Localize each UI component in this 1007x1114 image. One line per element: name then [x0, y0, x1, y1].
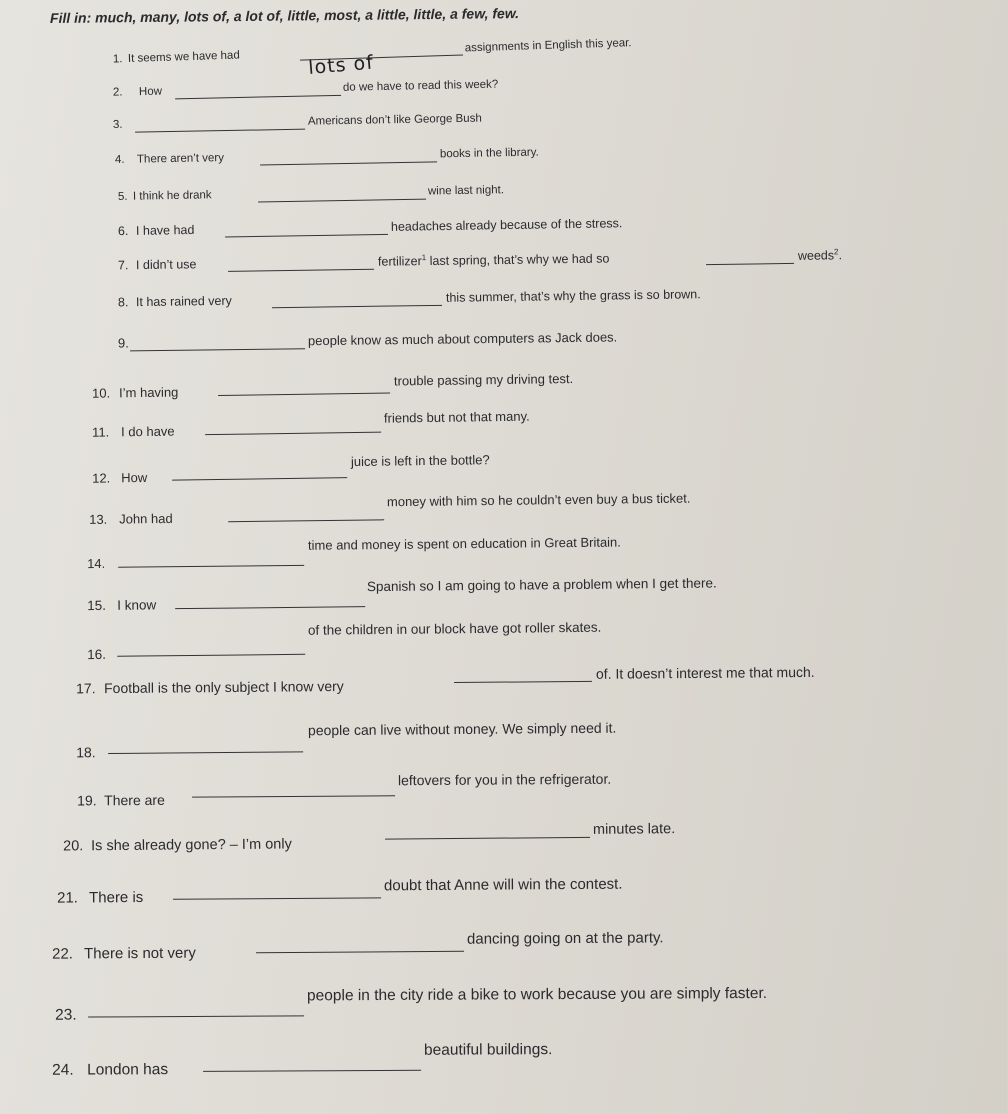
item-text-after: minutes late.: [592, 821, 676, 838]
item-text-after: trouble passing my driving test.: [393, 370, 574, 389]
answer-blank[interactable]: [218, 393, 390, 396]
item-text-after: doubt that Anne will win the contest.: [383, 875, 623, 895]
answer-blank[interactable]: [203, 1070, 421, 1072]
item-number: 9.: [117, 335, 129, 351]
item-text-after: juice is left in the bottle?: [350, 452, 490, 470]
item-number: 24.: [52, 1061, 74, 1079]
item-number: 23.: [55, 1006, 77, 1024]
item-text-before: I think he drank: [132, 189, 212, 203]
answer-blank[interactable]: [192, 795, 395, 797]
item-text-before: I didn’t use: [135, 257, 197, 273]
item-text-after: of the children in our block have got roller skates.: [307, 619, 602, 638]
exercise-row-6: [0, 206, 1007, 244]
answer-blank[interactable]: [454, 681, 592, 683]
item-number: 5.: [117, 190, 128, 203]
exercise-row-9: [0, 322, 1007, 356]
item-number: 13.: [89, 511, 108, 527]
fertilizer-word: fertilizer: [377, 254, 422, 269]
answer-blank[interactable]: [117, 654, 305, 657]
exercise-row-19: [0, 765, 1007, 809]
item-number: 3.: [112, 118, 123, 132]
answer-blank[interactable]: [258, 199, 426, 203]
exercise-row-14: [0, 527, 1007, 572]
item-number: 2.: [112, 86, 123, 99]
item-number: 10.: [91, 385, 111, 401]
exercise-row-12: [0, 442, 1007, 486]
item-text-before: How: [138, 85, 163, 99]
exercise-row-23: [0, 982, 1007, 1024]
item-text-end: [798, 244, 842, 267]
exercise-row-10: [0, 362, 1007, 401]
answer-blank[interactable]: [175, 606, 365, 609]
item-text-before: John had: [119, 510, 173, 527]
exercise-row-7: [0, 242, 1007, 278]
item-number: 1.: [112, 53, 123, 66]
item-text-before: London has: [87, 1061, 169, 1079]
item-text-middle: last spring, that’s why we had so: [429, 251, 610, 268]
item-text-before: How: [121, 469, 148, 486]
exercise-row-22: [0, 925, 1007, 963]
item-text-before: I know: [117, 597, 157, 613]
exercise-row-17: [0, 659, 1007, 697]
answer-blank[interactable]: [135, 129, 305, 133]
item-text-after: friends but not that many.: [383, 408, 530, 426]
item-number: 14.: [87, 555, 106, 572]
footnote-marker: 2: [833, 247, 839, 257]
answer-blank[interactable]: [108, 751, 303, 754]
answer-blank[interactable]: [130, 348, 305, 351]
item-number: 20.: [63, 838, 84, 855]
answer-blank[interactable]: [205, 432, 381, 435]
item-number: 12.: [92, 470, 111, 486]
answer-blank-2[interactable]: [706, 263, 794, 265]
item-text-before: I have had: [135, 222, 195, 238]
item-text-before: It has rained very: [135, 293, 232, 310]
item-text-before: I do have: [121, 423, 175, 440]
answer-blank[interactable]: [228, 269, 374, 272]
instructions-header: Fill in: much, many, lots of, a lot of, little, most, a little, little, a few, few.: [49, 5, 520, 26]
answer-blank[interactable]: [260, 161, 437, 165]
item-text-after: assignments in English this year.: [464, 37, 632, 55]
item-text-after: beautiful buildings.: [423, 1041, 553, 1059]
item-number: 17.: [76, 680, 96, 697]
item-text-after: people know as much about computers as Jack does.: [307, 329, 618, 349]
answer-blank[interactable]: [272, 305, 442, 308]
item-number: 22.: [52, 945, 73, 963]
answer-blank[interactable]: [173, 897, 381, 899]
footnote-marker: 1: [421, 253, 427, 263]
item-text-after: money with him so he couldn’t even buy a bus ticket.: [386, 490, 691, 510]
item-text-after: headaches already because of the stress.: [390, 216, 623, 234]
exercise-row-5: [0, 170, 1007, 210]
weeds-word: weeds: [797, 248, 835, 263]
item-number: 7.: [117, 258, 129, 273]
item-text-after: do we have to read this week?: [342, 78, 499, 94]
item-text-after: wine last night.: [427, 184, 505, 198]
item-text-before: It seems we have had: [127, 49, 240, 65]
item-text-after: Americans don’t like George Bush: [307, 112, 482, 128]
item-text-after: Spanish so I am going to have a problem when I get there.: [366, 575, 717, 595]
item-text-before: There is not very: [84, 944, 196, 963]
exercise-row-11: [0, 399, 1007, 440]
exercise-row-2: [0, 63, 1007, 106]
exercise-row-4: [0, 133, 1007, 173]
item-text-before: Is she already gone? – I’m only: [91, 836, 292, 855]
item-text-before: There aren’t very: [136, 152, 225, 166]
item-text-after: this summer, that’s why the grass is so brown.: [445, 287, 701, 305]
item-text-before: There are: [104, 791, 165, 809]
item-text-period: .: [838, 248, 843, 263]
answer-blank[interactable]: [118, 565, 304, 568]
exercise-row-13: [0, 484, 1007, 527]
item-text-after: leftovers for you in the refrigerator.: [397, 770, 612, 789]
exercise-row-15: [0, 569, 1007, 614]
item-number: 8.: [117, 295, 129, 310]
item-number: 21.: [57, 889, 78, 907]
answer-blank[interactable]: [228, 519, 384, 522]
answer-blank[interactable]: [88, 1015, 304, 1017]
item-text-before: I’m having: [118, 384, 179, 401]
item-number: 18.: [76, 744, 96, 761]
item-number: 15.: [87, 597, 107, 614]
item-text-after: people in the city ride a bike to work because you are simply faster.: [306, 984, 768, 1005]
answer-blank[interactable]: [385, 837, 590, 840]
exercise-row-18: [0, 713, 1007, 761]
exercise-row-3: [0, 98, 1007, 138]
item-text-after: people can live without money. We simply need it.: [307, 719, 617, 739]
item-text-before: Football is the only subject I know very: [104, 678, 344, 697]
item-text-after: [378, 247, 610, 272]
handwritten-answer: lots of: [307, 51, 375, 79]
item-text-after: books in the library.: [439, 146, 539, 161]
answer-blank[interactable]: [256, 951, 464, 953]
item-number: 11.: [92, 424, 110, 440]
exercise-row-8: [0, 279, 1007, 315]
item-text-after: dancing going on at the party.: [466, 929, 664, 948]
item-text-after: of. It doesn’t interest me that much.: [595, 663, 815, 682]
exercise-row-20: [0, 815, 1007, 855]
exercise-row-21: [0, 871, 1007, 907]
exercise-row-16: [0, 612, 1007, 663]
item-text-after: time and money is spent on education in Great Britain.: [307, 534, 621, 553]
item-text-before: There is: [89, 889, 144, 907]
item-number: 16.: [87, 646, 107, 663]
item-number: 4.: [114, 153, 125, 166]
exercise-row-24: [0, 1037, 1007, 1079]
answer-blank[interactable]: [172, 477, 347, 480]
answer-blank[interactable]: [175, 95, 341, 99]
item-number: 6.: [117, 223, 129, 239]
item-number: 19.: [77, 792, 97, 809]
answer-blank[interactable]: [300, 51, 463, 79]
answer-blank[interactable]: [225, 234, 388, 238]
